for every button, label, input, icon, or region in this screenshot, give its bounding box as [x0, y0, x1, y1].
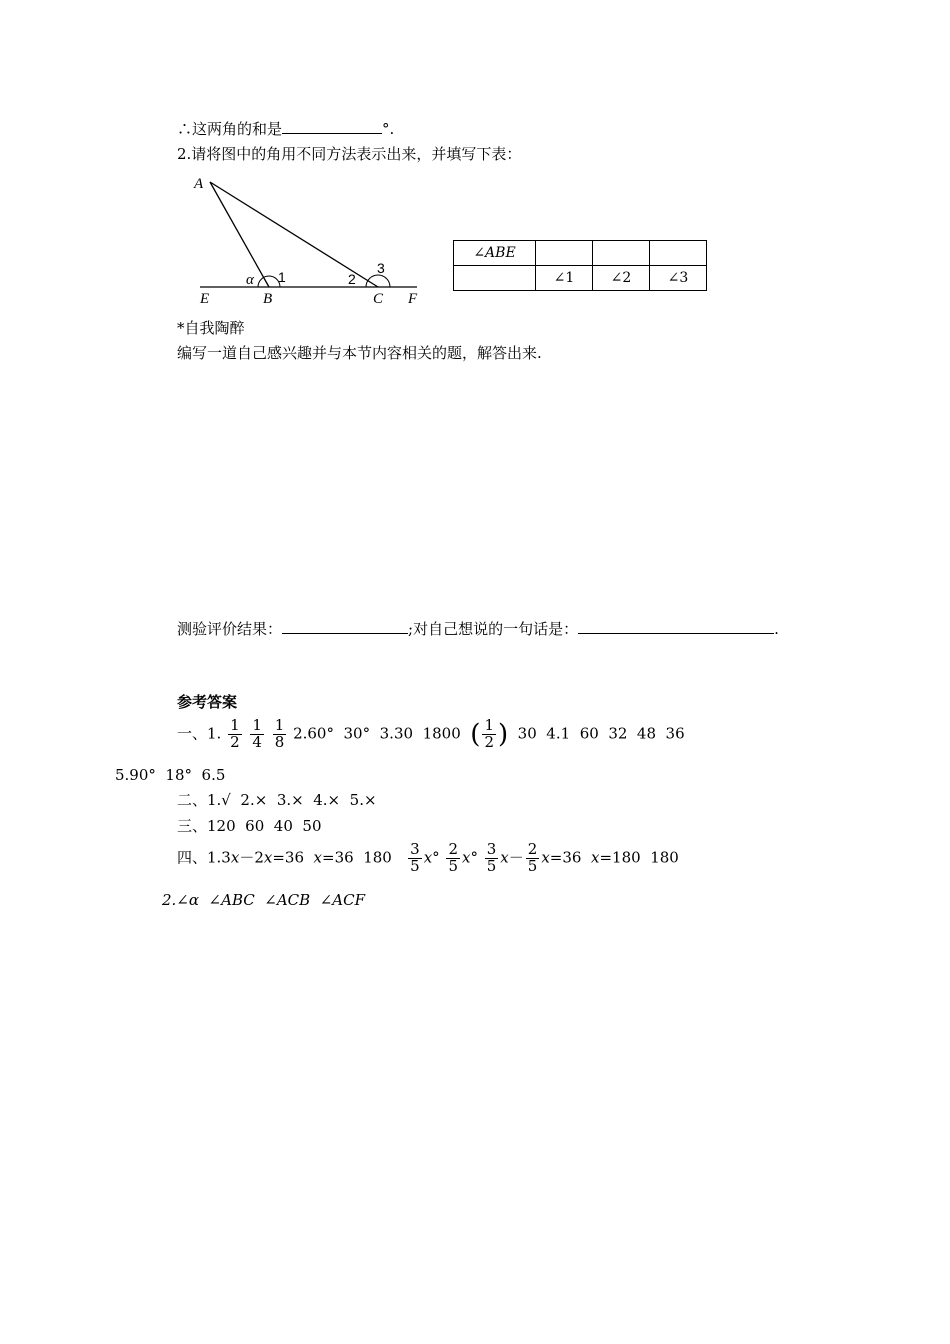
- answer-line-5: 2.∠α ∠ABC ∠ACB ∠ACF: [162, 891, 365, 909]
- table-cell: ∠ABE: [454, 241, 536, 266]
- variable-x: x: [462, 848, 471, 867]
- denominator: 8: [274, 732, 285, 751]
- denominator: 2: [484, 732, 494, 751]
- fraction: [228, 718, 242, 751]
- answer-prefix: 一、1.: [177, 724, 222, 743]
- self-talk-blank[interactable]: [578, 619, 774, 634]
- answer-text: =36: [272, 848, 314, 867]
- table-cell: ∠3: [650, 266, 707, 291]
- evaluation-end: .: [774, 620, 779, 638]
- label-f: F: [408, 291, 418, 307]
- self-talk-label: ;对自己想说的一句话是：: [408, 620, 579, 638]
- label-1: 1: [278, 269, 286, 285]
- answer-text: 2.60° 30° 3.30 1800: [293, 724, 471, 743]
- table-cell[interactable]: [650, 241, 707, 266]
- table-cell[interactable]: [593, 241, 650, 266]
- answers-title: 参考答案: [177, 693, 238, 711]
- answer-text: －: [508, 848, 524, 867]
- answer-text: －2: [239, 848, 264, 867]
- variable-x: x: [541, 848, 550, 867]
- label-e: E: [200, 291, 210, 307]
- evaluation-line: [177, 619, 779, 638]
- answer-line-1: [177, 718, 685, 751]
- numerator: 2: [527, 840, 538, 858]
- fraction: [273, 718, 287, 751]
- table-row: [454, 266, 707, 291]
- numerator: 3: [410, 840, 420, 858]
- denominator: 5: [410, 856, 420, 875]
- numerator: 1: [252, 716, 262, 734]
- fraction: [485, 842, 499, 875]
- table-cell[interactable]: [536, 241, 593, 266]
- answer-line-3: 三、120 60 40 50: [177, 817, 322, 835]
- fraction: [482, 718, 496, 751]
- table-row: [454, 241, 707, 266]
- label-c: C: [373, 291, 384, 307]
- variable-x: x: [423, 848, 433, 867]
- denominator: 4: [252, 732, 262, 751]
- answer-line-2: 二、1.√ 2.× 3.× 4.× 5.×: [177, 791, 377, 809]
- angle-table: [453, 240, 707, 291]
- degree-symbol: °: [470, 848, 478, 867]
- angle-figure: [190, 170, 430, 310]
- denominator: 2: [230, 732, 240, 751]
- conclusion-prefix: ∴这两角的和是: [177, 120, 283, 138]
- table-cell[interactable]: [454, 266, 536, 291]
- label-a: A: [194, 176, 204, 192]
- answer-line-4: [177, 842, 679, 875]
- numerator: 3: [486, 840, 497, 858]
- answer-text: =36: [549, 848, 591, 867]
- paren-open: (: [470, 719, 481, 750]
- angle-arc-b: [258, 276, 280, 287]
- self-section-text: 编写一道自己感兴趣并与本节内容相关的题，解答出来.: [177, 344, 542, 362]
- problem1-conclusion: [177, 119, 394, 138]
- numerator: 1: [484, 716, 494, 734]
- answer-text: =180 180: [599, 848, 679, 867]
- evaluation-blank[interactable]: [282, 619, 408, 634]
- table-cell: ∠2: [593, 266, 650, 291]
- denominator: 5: [527, 856, 538, 875]
- label-3: 3: [377, 260, 385, 276]
- degree-symbol: °: [432, 848, 440, 867]
- label-alpha: α: [246, 272, 254, 288]
- denominator: 5: [486, 856, 497, 875]
- fraction: [408, 842, 422, 875]
- answer-line-1b: 5.90° 18° 6.5: [115, 766, 226, 784]
- problem2-text: 2.请将图中的角用不同方法表示出来，并填写下表：: [177, 145, 522, 163]
- denominator: 5: [448, 856, 458, 875]
- paren-close: ): [497, 719, 509, 750]
- fraction: [526, 842, 540, 875]
- conclusion-suffix: °.: [382, 120, 395, 138]
- answer-prefix: 四、1.3: [177, 848, 231, 867]
- sum-answer-blank[interactable]: [282, 119, 382, 134]
- self-section-title: *自我陶醉: [177, 319, 245, 337]
- fraction: [446, 842, 460, 875]
- variable-x: x: [230, 848, 240, 867]
- answer-text: 30 4.1 60 32 48 36: [508, 724, 685, 743]
- variable-x: x: [313, 848, 323, 867]
- fraction: [250, 718, 264, 751]
- table-cell: ∠1: [536, 266, 593, 291]
- label-b: B: [263, 291, 273, 307]
- evaluation-label: 测验评价结果：: [177, 620, 283, 638]
- line-ab: [210, 182, 269, 287]
- variable-x: x: [591, 848, 600, 867]
- answer-text: =36 180: [322, 848, 402, 867]
- numerator: 1: [274, 716, 285, 734]
- numerator: 1: [230, 716, 240, 734]
- variable-x: x: [263, 848, 273, 867]
- numerator: 2: [448, 840, 458, 858]
- label-2: 2: [348, 271, 356, 287]
- variable-x: x: [500, 848, 509, 867]
